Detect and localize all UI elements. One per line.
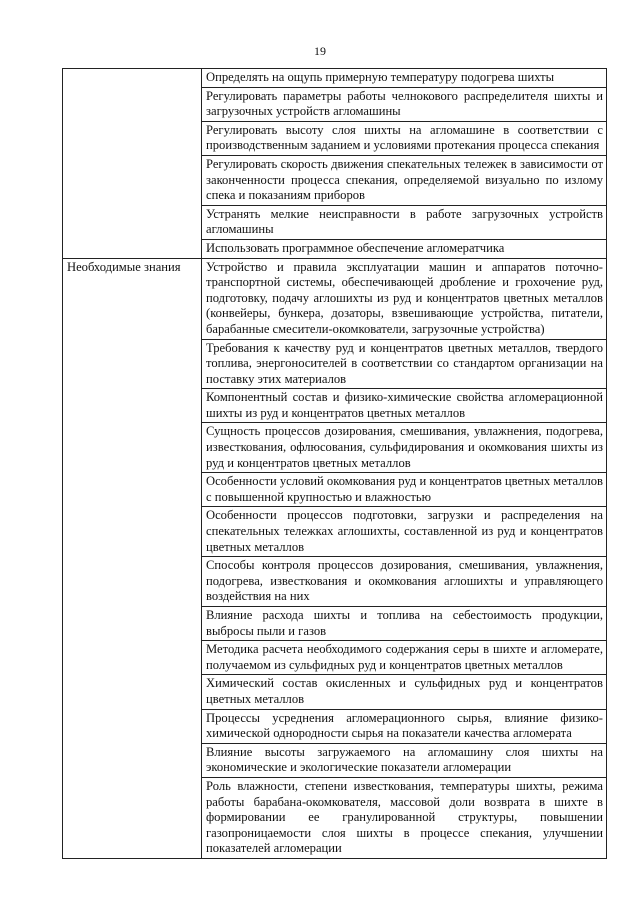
skill-item: Регулировать высоту слоя шихты на агломашине в соответствии с производственным заданием и условиями протекания процесса спекания [202,121,607,155]
knowledge-item: Процессы усреднения агломерационного сырья, влияние физико-химической однородности сырья на показатели качества агломерата [202,709,607,743]
knowledge-item: Требования к качеству руд и концентратов цветных металлов, твердого топлива, энергоносителей в соответствии со стандартом организации на поставку этих материалов [202,339,607,389]
knowledge-item: Химический состав окисленных и сульфидных руд и концентратов цветных металлов [202,675,607,709]
table-row [63,258,607,339]
skill-item: Устранять мелкие неисправности в работе загрузочных устройств агломашины [202,205,607,239]
knowledge-item: Методика расчета необходимого содержания серы в шихте и агломерате, получаемом из сульфидных руд и концентратов цветных металлов [202,641,607,675]
skill-item: Регулировать параметры работы челнокового распределителя шихты и загрузочных устройств агломашины [202,87,607,121]
qualification-table [62,68,607,859]
knowledge-item: Особенности условий окомкования руд и концентратов цветных металлов с повышенной крупностью и влажностью [202,473,607,507]
knowledge-section-label: Необходимые знания [63,258,202,858]
skills-section-label [63,69,202,259]
skill-item: Регулировать скорость движения спекательных тележек в зависимости от законченности процесса спекания, определяемой визуально по излому спека и показаниям приборов [202,155,607,205]
skill-item: Использовать программное обеспечение агломератчика [202,239,607,258]
skill-item: Определять на ощупь примерную температуру подогрева шихты [202,69,607,88]
knowledge-item: Особенности процессов подготовки, загрузки и распределения на спекательных тележках аглошихты, составленной из руд и концентратов цветных металлов [202,507,607,557]
knowledge-item: Устройство и правила эксплуатации машин и аппаратов поточно-транспортной системы, обеспечивающей дробление и грохочение руд, подготовку, подачу аглошихты из руд и концентратов цветных металлов (конвейеры, бункера, дозаторы, взвешивающие устройства, питатели, барабанные смесители-окомкователи, загрузочные устройства) [202,258,607,339]
knowledge-item: Влияние расхода шихты и топлива на себестоимость продукции, выбросы пыли и газов [202,607,607,641]
knowledge-item: Влияние высоты загружаемого на агломашину слоя шихты на экономические и экологические показатели агломерации [202,743,607,777]
knowledge-item: Компонентный состав и физико-химические свойства агломерационной шихты из руд и концентратов цветных металлов [202,389,607,423]
knowledge-item: Способы контроля процессов дозирования, смешивания, увлажнения, подогрева, известкования и окомкования аглошихты и управляющего воздействия на них [202,557,607,607]
knowledge-item: Сущность процессов дозирования, смешивания, увлажнения, подогрева, известкования, офлюсования, сульфидирования и окомкования шихты из руд и концентратов цветных металлов [202,423,607,473]
knowledge-item: Роль влажности, степени известкования, температуры шихты, режима работы барабана-окомкователя, массовой доли возврата в шихте в формировании ее гранулированной структуры, повышении газопроницаемости слоя шихты в процессе спекания, улучшении показателей агломерации [202,777,607,858]
page-number: 19 [314,44,326,58]
table-row [63,69,607,88]
